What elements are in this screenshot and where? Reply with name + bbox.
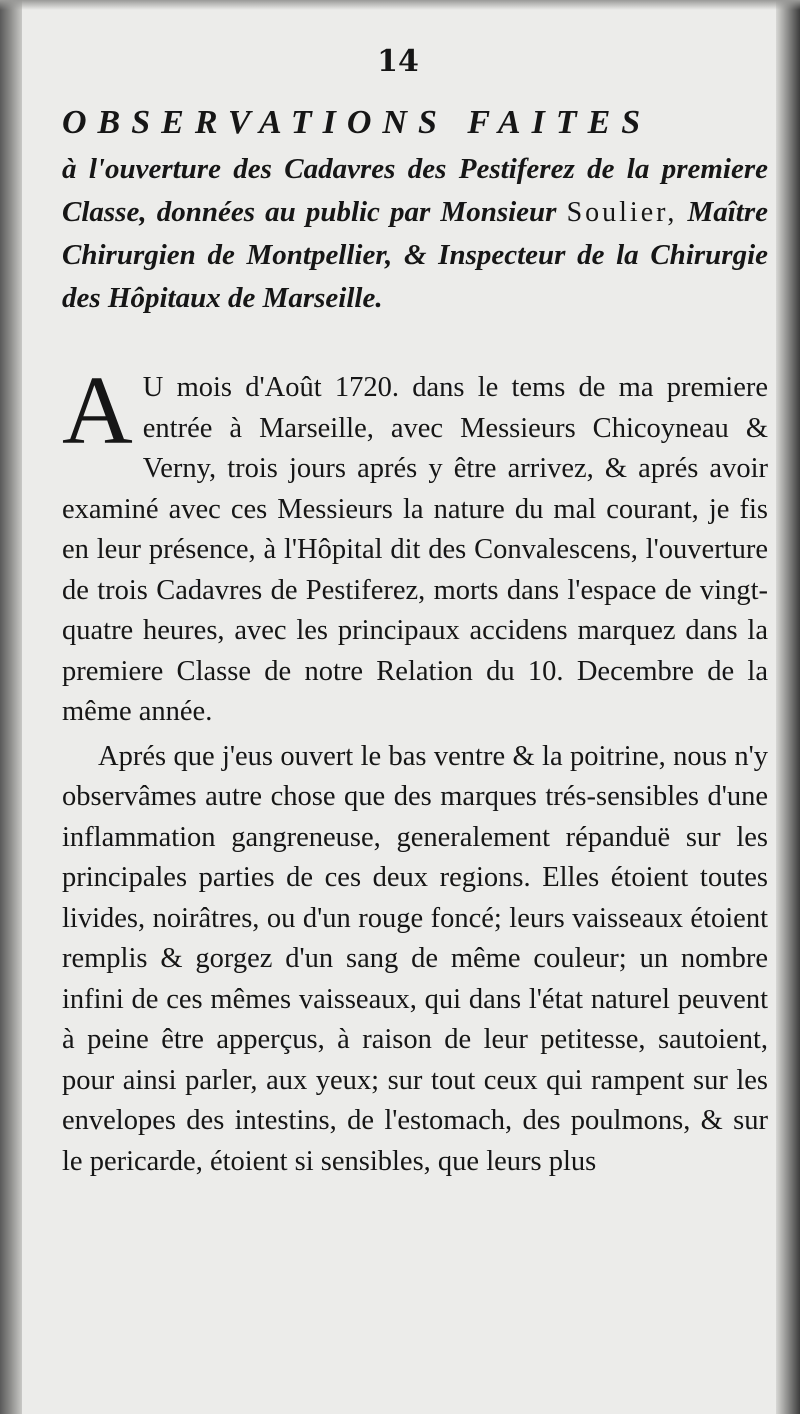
paragraph-2: Aprés que j'eus ouvert le bas ventre & la poitrine, nous n'y observâmes autre chose que des marques trés-sensibles d'une inflammation gangreneuse, generalement répanduë sur les principales parties de ces deux regions. Elles étoient toutes livides, noirâtres, ou d'un rouge foncé; leurs vaisseaux étoient remplis & gorgez d'un sang de même couleur; un nombre infini de ces mêmes vaisseaux, qui dans l'état naturel peuvent à peine être apperçus, à raison de leur petitesse, sautoient, pour ainsi parler, aux yeux; sur tout ceux qui rampent sur les envelopes des intestins, de l'estomach, des poulmons, & sur le pericarde, étoient si sensibles, que leurs plus [62,740,768,1177]
heading-title: OBSERVATIONS FAITES [62,104,652,141]
heading-subtitle-line-1: à l'ouverture des Cadavres des Pestiferez de la premiere Classe, données au public par Monsieur [62,153,768,228]
page-top-edge [0,0,800,10]
heading-subtitle [62,148,768,320]
heading-subtitle-line-2: Maître Chirurgien de Montpellier, & Inspecteur de la Chirurgie des Hôpitaux de Marseille. [62,196,769,314]
text-block [62,40,768,1182]
drop-cap: A [62,357,133,465]
paragraph-1 [62,357,768,733]
page-left-gutter [0,0,22,1414]
page-right-edge [776,0,800,1414]
page-number: 14 [377,44,419,79]
paragraph-1-text: U mois d'Août 1720. dans le tems de ma premiere entrée à Marseille, avec Messieurs Chicoyneau & Verny, trois jours aprés y être arrivez, & aprés avoir examiné avec ces Messieurs la nature du mal courant, je fis en leur présence, à l'Hôpital dit des Convalescens, l'ouverture de trois Cadavres de Pestiferez, morts dans l'espace de vingt-quatre heures, avec les principaux accidens marquez dans la premiere Classe de notre Relation du 10. Decembre de la même année. [62,372,768,727]
heading-author: Soulier, [566,197,678,228]
